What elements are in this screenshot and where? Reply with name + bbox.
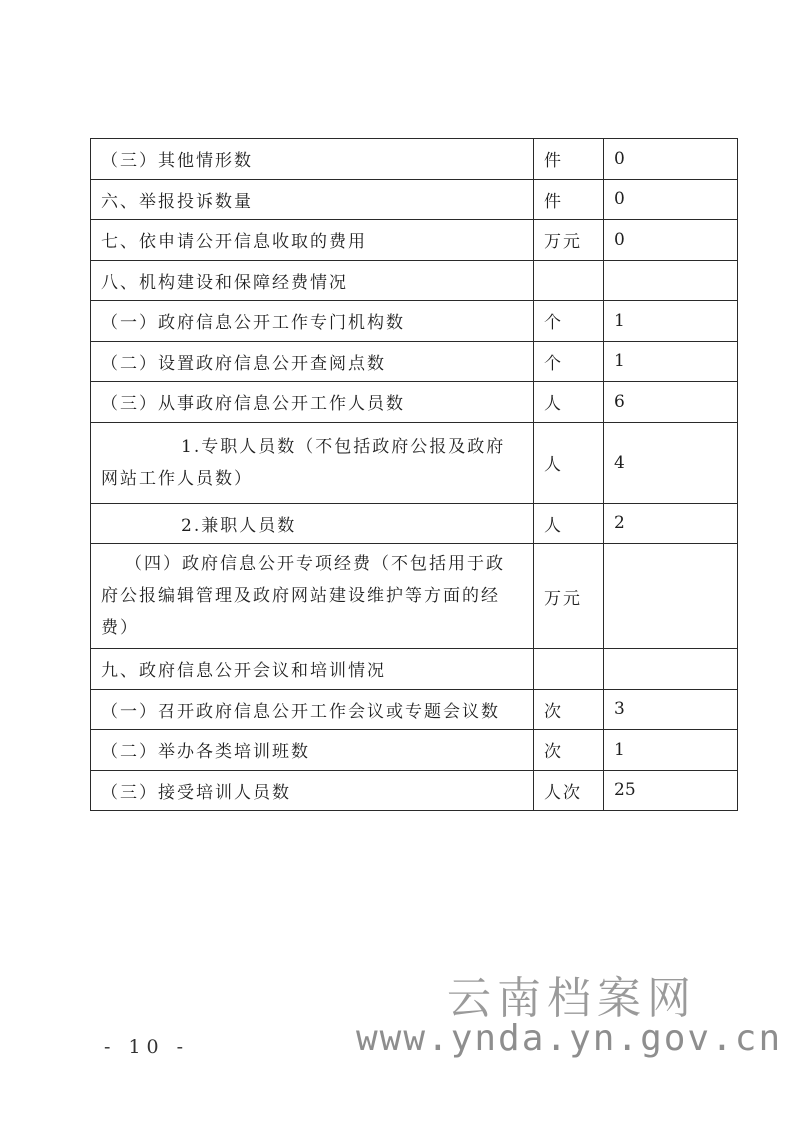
table-row: [91, 382, 738, 423]
row-value: [604, 260, 738, 301]
row-item-label: 九、政府信息公开会议和培训情况: [91, 649, 534, 690]
statistics-table: [90, 138, 738, 811]
row-value: 25: [604, 770, 738, 811]
row-value: [604, 544, 738, 649]
row-value: 0: [604, 220, 738, 261]
table-row: [91, 301, 738, 342]
watermark-title: 云南档案网: [447, 973, 697, 1024]
row-unit: [534, 260, 604, 301]
row-unit: 次: [534, 730, 604, 771]
row-value: 1: [604, 730, 738, 771]
table-row: [91, 689, 738, 730]
row-value: 0: [604, 139, 738, 180]
row-value: 6: [604, 382, 738, 423]
row-unit: 人: [534, 422, 604, 503]
row-unit: 人: [534, 382, 604, 423]
row-item-label: （一）政府信息公开工作专门机构数: [91, 301, 534, 342]
watermark-url: www.ynda.yn.gov.cn: [356, 1018, 783, 1059]
row-item-label: （二）设置政府信息公开查阅点数: [91, 341, 534, 382]
table-row: [91, 544, 738, 649]
row-unit: 万元: [534, 544, 604, 649]
row-unit: 次: [534, 689, 604, 730]
row-item-label: 六、举报投诉数量: [91, 179, 534, 220]
row-value: 1: [604, 341, 738, 382]
row-item-label: （三）接受培训人员数: [91, 770, 534, 811]
row-unit: 万元: [534, 220, 604, 261]
row-item-label: 1.专职人员数（不包括政府公报及政府网站工作人员数）: [91, 422, 534, 503]
row-value: 0: [604, 179, 738, 220]
table-row: [91, 649, 738, 690]
row-unit: 人: [534, 503, 604, 544]
row-value: 3: [604, 689, 738, 730]
table-row: [91, 341, 738, 382]
table-row: [91, 422, 738, 503]
row-item-label: 2.兼职人员数: [91, 503, 534, 544]
row-unit: 个: [534, 301, 604, 342]
table-row: [91, 770, 738, 811]
table-row: [91, 220, 738, 261]
row-unit: 人次: [534, 770, 604, 811]
row-value: 1: [604, 301, 738, 342]
row-value: 4: [604, 422, 738, 503]
row-unit: 件: [534, 179, 604, 220]
row-item-label: （二）举办各类培训班数: [91, 730, 534, 771]
row-item-label: 八、机构建设和保障经费情况: [91, 260, 534, 301]
row-value: [604, 649, 738, 690]
table-row: [91, 260, 738, 301]
row-item-label: 七、依申请公开信息收取的费用: [91, 220, 534, 261]
table-row: [91, 730, 738, 771]
row-item-label: （四）政府信息公开专项经费（不包括用于政府公报编辑管理及政府网站建设维护等方面的经费）: [91, 544, 534, 649]
table-row: [91, 139, 738, 180]
table-row: [91, 503, 738, 544]
row-value: 2: [604, 503, 738, 544]
row-item-label: （三）从事政府信息公开工作人员数: [91, 382, 534, 423]
row-unit: 个: [534, 341, 604, 382]
table-row: [91, 179, 738, 220]
row-item-label: （三）其他情形数: [91, 139, 534, 180]
row-item-label: （一）召开政府信息公开工作会议或专题会议数: [91, 689, 534, 730]
row-unit: 件: [534, 139, 604, 180]
row-unit: [534, 649, 604, 690]
page-number: - 10 -: [104, 1036, 190, 1058]
